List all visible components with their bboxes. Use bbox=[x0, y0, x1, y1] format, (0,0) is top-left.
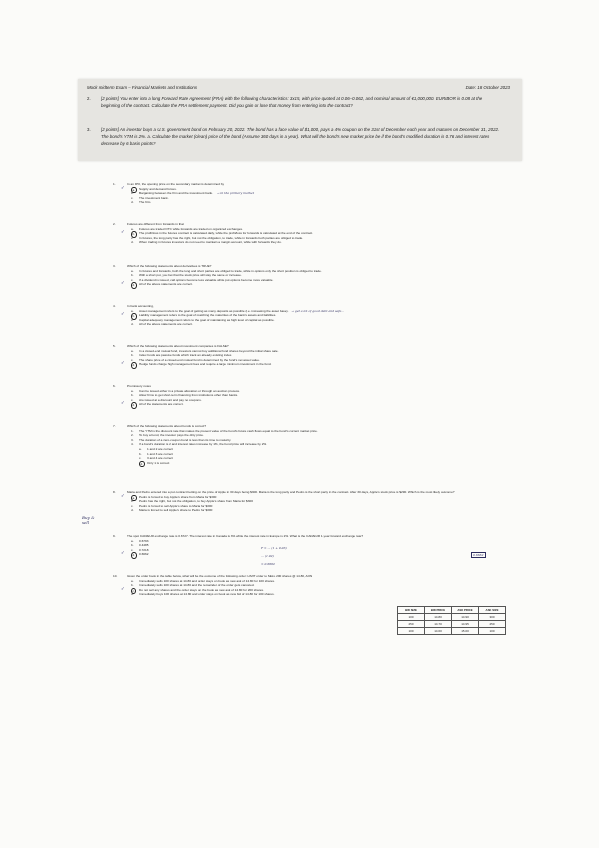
checkmark-icon: ✓ bbox=[121, 281, 125, 287]
checkmark-icon: ✓ bbox=[121, 493, 125, 499]
table-row bbox=[398, 621, 506, 628]
option: a. 1 and 2 are correct bbox=[139, 446, 173, 451]
handwritten-note: → get a lot of good debt and safe... bbox=[291, 308, 345, 313]
question-number: 2. bbox=[113, 222, 116, 226]
table-header-row bbox=[398, 607, 506, 614]
option: d. The firm. bbox=[131, 200, 152, 205]
question-number: 4. bbox=[113, 304, 116, 308]
question-1 bbox=[113, 182, 508, 205]
option: a. In a closed-end mutual fund, investors cannot buy additional fund shares beyond the initial share sale. bbox=[131, 348, 279, 353]
table-cell: 14.80 bbox=[425, 614, 452, 621]
option: a. In futures and forwards, both the long and short parties are obliged to trade, while in options only the short position is obliged to trade. bbox=[131, 268, 322, 273]
handwritten-working: = 0.6662 bbox=[261, 562, 275, 566]
option: a. Asset management refers to the goal of getting as many deposits as possible (i.e. increasing the asset base). → get a lot of good debt and safe... bbox=[131, 308, 345, 313]
option: d. When trading in futures investors do not need to maintain a margin account, while with forwards they do. bbox=[131, 240, 282, 245]
question-4 bbox=[113, 304, 508, 327]
question-text: Maria and Pedro entered into a put contract betting on the price of Apple in 30 days being $300. Maria is the long party and Pedro is the short party in the contract. After 30 days, Apple's stock price is $290. Which is the most likely outcome? bbox=[127, 490, 455, 494]
question-number: 8. bbox=[113, 490, 116, 494]
handwritten-working: F = ... (1 + 0.03) bbox=[261, 546, 287, 550]
handwritten-answer-box: 0.6662 bbox=[473, 553, 484, 557]
option: b. Index funds are passive funds which track an already existing index. bbox=[131, 353, 233, 358]
option: b. Allow firms to get short-term financing from institutions other than banks. bbox=[131, 393, 239, 398]
top-question-text: [2 points] An investor buys a U.S. government bond on February 20, 2022. The bond has a face value of $1,000, pays a 4% coupon on the 31st of December each year and matures on December 31, 2022. The bond's YTM is 2%. a. Calculate the market (clean) price of the bond (Assume 360 days in a year). What will the bond's new market price be if the bond's modified duration is 0.76 and interest rates decrease by 6 basis points? bbox=[101, 127, 500, 146]
option: ✓ d. 0.6662 bbox=[121, 551, 149, 558]
option: d. Immediately buys 100 shares at 14.80 and order stays on book as new bid of 14.80 for 100 shares. bbox=[131, 592, 275, 597]
table-cell: 15.00 bbox=[452, 628, 479, 635]
order-book-table bbox=[397, 606, 506, 635]
handwritten-working: ... (1.02) bbox=[261, 554, 274, 558]
top-question-number: 3. bbox=[87, 127, 91, 132]
option: c. The investment bank. bbox=[131, 195, 169, 200]
option: c. Are issued at a discount and pay no coupons. bbox=[131, 397, 202, 402]
question-text: The spot CAD/EUR exchange rate is 0.6727. The interest rate in Canada is 3% while the interest rate in Europe is 2%. What is the CAD/EUR 1-year forward exchange rate? bbox=[127, 534, 364, 538]
option: ✓ d. All of the statements are correct. bbox=[121, 401, 184, 408]
table-cell: 100 bbox=[479, 628, 506, 635]
option: ✓ b. Liability management refers to the goal of matching the maturities of the bank's assets and liabilities. bbox=[121, 312, 277, 319]
option: ✓ d. All of the above statements are correct. bbox=[121, 281, 193, 288]
option: a. Futures are traded OTC while forwards are traded on organized exchanges. bbox=[131, 226, 243, 231]
question-text: Futures are different from forwards in that bbox=[127, 222, 184, 226]
question-9 bbox=[113, 534, 508, 557]
exam-title: Mock midterm Exam – Financial Markets and Institutions bbox=[87, 85, 198, 90]
checkmark-icon: ✓ bbox=[121, 586, 125, 592]
table-cell: 300 bbox=[479, 614, 506, 621]
column-header: BID SIZE bbox=[398, 607, 425, 614]
statement: 2. To buy a bond, the investor pays the dirty price. bbox=[131, 433, 204, 438]
option: c. 0.7218 bbox=[131, 547, 149, 552]
option: b. Immediately sells 100 shares at 14.80 and the remainder of the order gets canceled. bbox=[131, 583, 255, 588]
top-question-3 bbox=[87, 126, 507, 147]
option: ✓ a. Pedro is forced to buy Apple's share from Maria for $300 bbox=[121, 493, 217, 500]
question-7 bbox=[113, 424, 508, 465]
table-cell: 14.95 bbox=[452, 621, 479, 628]
handwritten-margin-note: Buy & sell bbox=[82, 515, 95, 525]
column-header: BID PRICE bbox=[425, 607, 452, 614]
option: ✓ a. Supply and demand forces. bbox=[121, 185, 177, 192]
top-question-2 bbox=[87, 95, 507, 109]
checkmark-icon: ✓ bbox=[121, 551, 125, 557]
statement: 1. The YTM is the discount rate that makes the present value of the bond's future cash flows equal to the bond's current market price. bbox=[131, 428, 318, 433]
option: ✓ d. Hedge funds charge high management fees and require a large minimum investment in the fund. bbox=[121, 361, 272, 368]
question-text: In bank accounting, bbox=[127, 304, 154, 308]
option: c. Pedro is forced to sell Apple's share to Maria for $300 bbox=[131, 503, 213, 508]
option: c. 3 and 4 are correct bbox=[139, 456, 173, 461]
column-header: ASK PRICE bbox=[452, 607, 479, 614]
question-text: Given the order book in the table below, what will be the outcome of the following order: LIMIT order to SELL 200 shares @ 14.80, AON bbox=[127, 574, 313, 578]
option: b. Pedro has the right, but not the obligation, to buy Apple's share from Maria for $300 bbox=[131, 499, 253, 504]
option: b. 1 and 3 are correct bbox=[139, 451, 173, 456]
table-cell: 14.90 bbox=[452, 614, 479, 621]
option: c. In futures, the long party has the right, but not the obligation, to trade, while in forwards both parties are obliged to trade. bbox=[131, 235, 304, 240]
question-3 bbox=[113, 264, 508, 287]
statement: 4. If a bond's duration is 2 and interest rates increase by 1%, the bond price will increase by 2%. bbox=[131, 442, 268, 447]
checkmark-icon: ✓ bbox=[121, 401, 125, 407]
question-6 bbox=[113, 384, 508, 407]
table-cell: 250 bbox=[398, 621, 425, 628]
question-number: 10. bbox=[113, 574, 118, 578]
question-number: 1. bbox=[113, 182, 116, 186]
table-row bbox=[398, 614, 506, 621]
question-text: Which of the following statements about investment companies is FALSE? bbox=[127, 344, 229, 348]
top-question-text: [2 points] You enter into a long Forward Rate Agreement (FRA) with the following characteristics: 3x15, with price quoted at 0.06–0.062, and nominal amount of €1,000,000. EURIBOR is 0.08 at the beginning of the contract. Calculate the FRA settlement payment. Did you gain or lose that money from entering into the contract? bbox=[101, 96, 483, 108]
table-cell: 14.60 bbox=[425, 628, 452, 635]
question-5 bbox=[113, 344, 508, 367]
option: d. Only 1 is correct bbox=[140, 460, 170, 466]
option: c. The share price of a closed-end mutual fund is determined by the fund's net asset value. bbox=[131, 357, 260, 362]
option: ✓ b. The profit/loss in the futures contract is calculated daily, while the profit/loss for forwards is calculated at the end of the contract. bbox=[121, 230, 313, 237]
statement: 3. The duration of a zero-coupon bond is less than its time to maturity. bbox=[131, 437, 232, 442]
question-2 bbox=[113, 222, 508, 245]
checkmark-icon: ✓ bbox=[121, 312, 125, 318]
exam-date: Date: 18 October 2023 bbox=[465, 85, 510, 90]
option: ✓ c. Do not sell any shares and the order stays on the book as new ask of 14.80 for 200 shares. bbox=[121, 586, 264, 593]
question-number: 6. bbox=[113, 384, 116, 388]
question-text: Which of the following statements about bonds is correct? bbox=[127, 424, 207, 428]
question-number: 7. bbox=[113, 424, 116, 428]
option: a. Immediately sells 100 shares at 14.80 and order stays on book as new ask of 14.80 for 100 shares. bbox=[131, 578, 275, 583]
checkmark-icon: ✓ bbox=[121, 185, 125, 191]
option: d. Maria is forced to sell Apple's share to Pedro for $300 bbox=[131, 508, 213, 513]
table-cell: 14.70 bbox=[425, 621, 452, 628]
column-header: ASK SIZE bbox=[479, 607, 506, 614]
question-number: 5. bbox=[113, 344, 116, 348]
table-cell: 250 bbox=[479, 621, 506, 628]
option: b. Bargaining between the firm and the investment bank. → in the primary market bbox=[131, 191, 255, 196]
table-cell: 100 bbox=[398, 628, 425, 635]
handwritten-note: → in the primary market bbox=[216, 191, 255, 196]
table-row bbox=[398, 628, 506, 635]
option: c. Capital adequacy management refers to the goal of maintaining as high level of capital as possible. bbox=[131, 317, 275, 322]
question-number: 9. bbox=[113, 534, 116, 538]
option: b. With a short put, you bet that the stock price will stay the same or increase. bbox=[131, 273, 242, 278]
question-8 bbox=[113, 490, 508, 513]
option: c. If a dividend is issued, call options become less valuable while put options become more valuable. bbox=[131, 277, 274, 282]
question-text: Which of the following statements about derivatives is TRUE? bbox=[127, 264, 212, 268]
question-text: Promissory notes bbox=[127, 384, 151, 388]
exam-header-strip bbox=[78, 79, 522, 161]
top-question-number: 2. bbox=[87, 96, 91, 101]
table-cell: 100 bbox=[398, 614, 425, 621]
option: a. 0.6793 bbox=[131, 538, 149, 543]
checkmark-icon: ✓ bbox=[121, 230, 125, 236]
question-text: In an IPO, the opening price on the secondary market is determined by bbox=[127, 182, 224, 186]
option: b. 0.4485 bbox=[131, 543, 149, 548]
checkmark-icon: ✓ bbox=[121, 361, 125, 367]
option: d. All of the above statements are correct. bbox=[131, 322, 193, 327]
option: a. Can be issued either in a private allocation or through an auction process. bbox=[131, 388, 240, 393]
exam-page bbox=[101, 172, 517, 762]
question-number: 3. bbox=[113, 264, 116, 268]
question-10 bbox=[113, 574, 508, 597]
